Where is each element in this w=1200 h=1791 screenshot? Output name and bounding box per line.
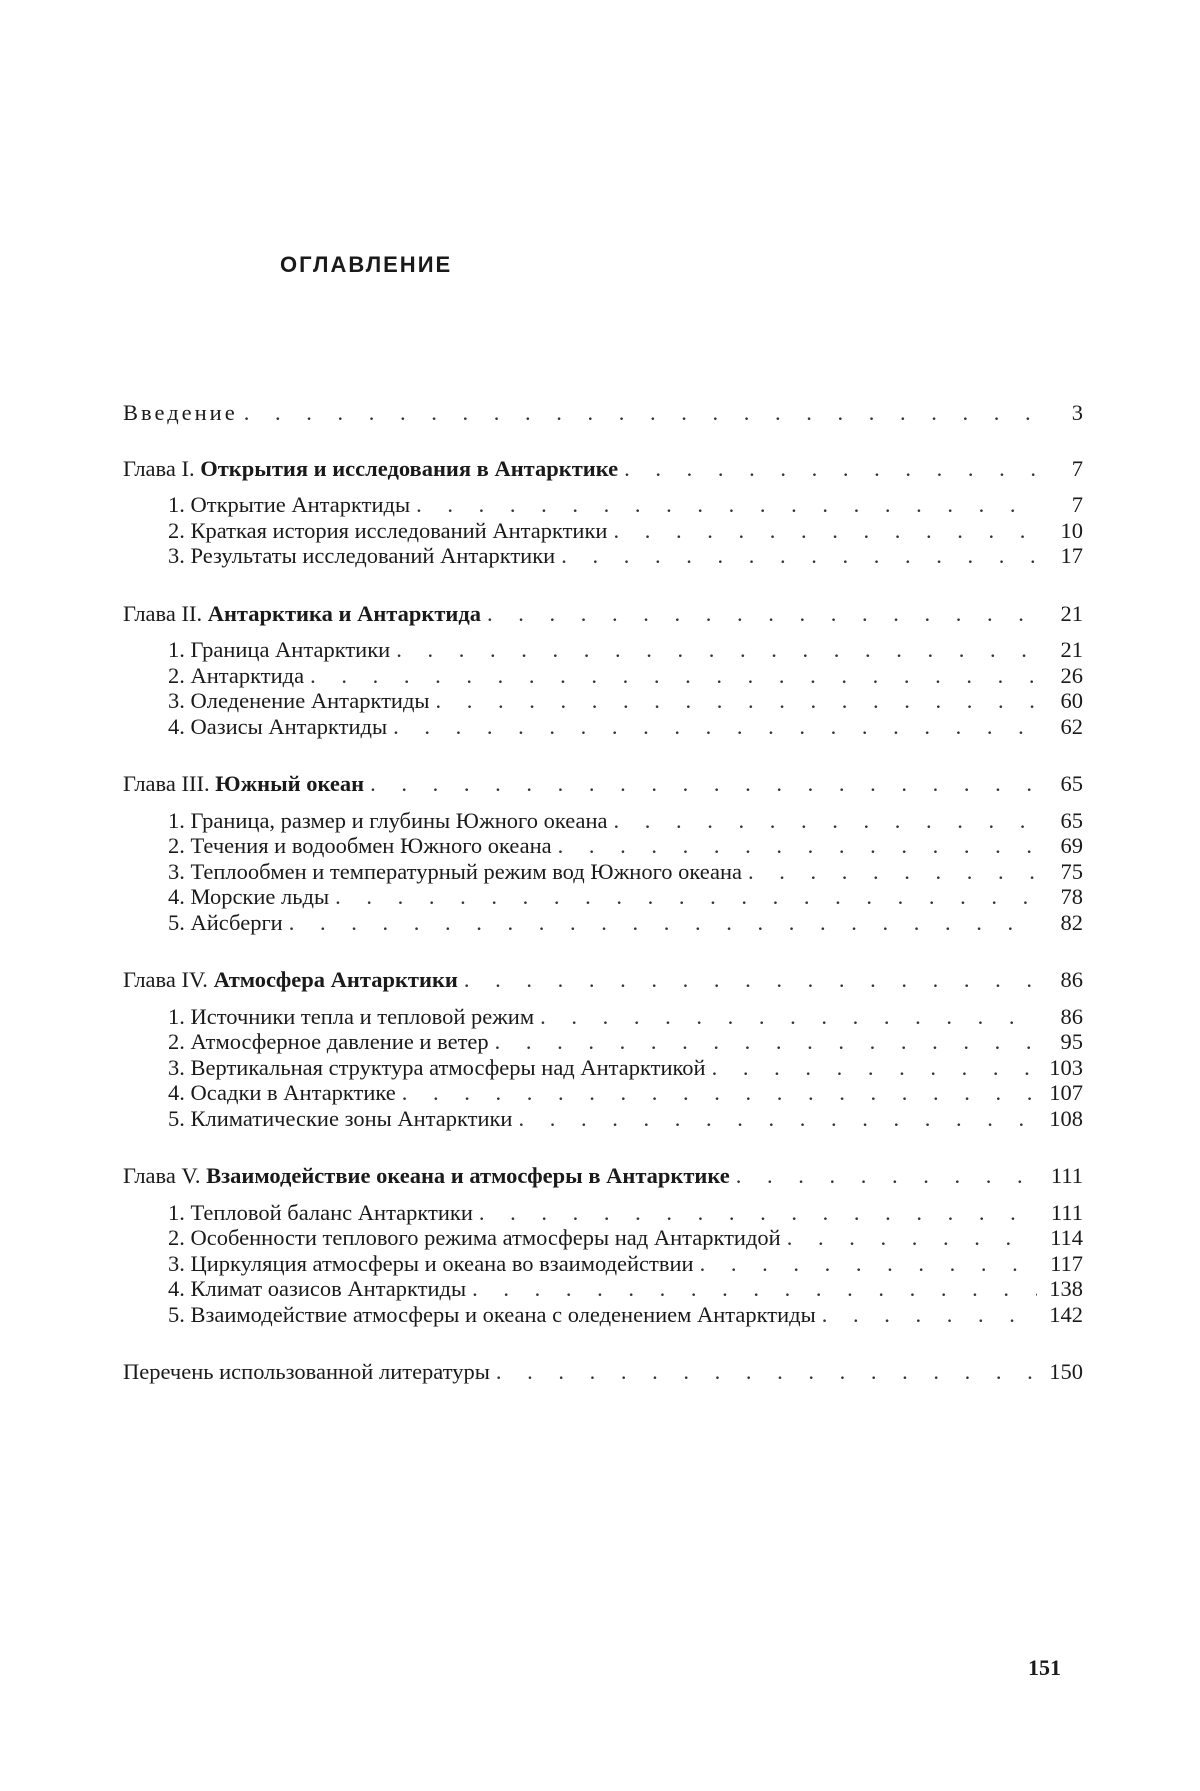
section-label: 4. Оазисы Антарктиды [168,714,387,740]
section-page: 138 [1043,1276,1083,1302]
section-page: 7 [1043,492,1083,518]
dot-leader [712,1055,1037,1081]
dot-leader [787,1225,1037,1251]
chapter-prefix: Глава III. [123,771,210,796]
chapter-heading[interactable] [123,1163,1083,1189]
toc-entry-intro[interactable] [123,400,1083,426]
section-entry[interactable] [123,637,1083,663]
section-page: 62 [1043,714,1083,740]
section-entry[interactable] [123,663,1083,689]
dot-leader [393,714,1037,740]
section-page: 107 [1043,1080,1083,1106]
chapter-heading[interactable] [123,601,1083,627]
chapter-heading[interactable] [123,967,1083,993]
section-page: 69 [1043,833,1083,859]
section-entry[interactable] [123,688,1083,714]
section-entry[interactable] [123,1251,1083,1277]
section-page: 117 [1043,1251,1083,1277]
section-label: 1. Источники тепла и тепловой режим [168,1004,534,1030]
section-entry[interactable] [123,1106,1083,1132]
dot-leader [396,637,1037,663]
page-number: 151 [1028,1655,1061,1681]
dot-leader [624,456,1037,482]
chapter-prefix: Глава IV. [123,967,208,992]
dot-leader [496,1359,1037,1385]
chapter-1 [123,456,1083,569]
chapter-4 [123,967,1083,1131]
toc-entry-label: Перечень использованной литературы [123,1359,490,1385]
section-label: 4. Климат оазисов Антарктиды [168,1276,466,1302]
chapter-prefix: Глава I. [123,456,195,481]
section-entry[interactable] [123,1225,1083,1251]
section-label: 2. Антарктида [168,663,304,689]
section-label: 5. Климатические зоны Антарктики [168,1106,512,1132]
chapter-title: Открытия и исследования в Антарктике [200,456,618,481]
chapter-5 [123,1163,1083,1327]
dot-leader [558,833,1037,859]
section-entry[interactable] [123,1029,1083,1055]
section-entry[interactable] [123,884,1083,910]
dot-leader [370,771,1037,797]
section-page: 114 [1043,1225,1083,1251]
section-page: 21 [1043,637,1083,663]
section-entry[interactable] [123,1004,1083,1030]
section-label: 5. Айсберги [168,910,283,936]
chapter-page: 111 [1043,1163,1083,1189]
section-page: 26 [1043,663,1083,689]
section-page: 78 [1043,884,1083,910]
dot-leader [416,492,1037,518]
dot-leader [335,884,1037,910]
section-label: 5. Взаимодействие атмосферы и океана с оледенением Антарктиды [168,1302,816,1328]
dot-leader [402,1080,1037,1106]
chapter-label [123,967,458,993]
toc-entry-page: 3 [1043,400,1083,426]
chapter-heading[interactable] [123,456,1083,482]
dot-leader [464,967,1037,993]
chapter-title: Взаимодействие океана и атмосферы в Антарктике [206,1163,730,1188]
dot-leader [289,910,1037,936]
section-page: 17 [1043,543,1083,569]
chapter-page: 21 [1043,601,1083,627]
dot-leader [822,1302,1037,1328]
section-label: 1. Открытие Антарктиды [168,492,410,518]
section-page: 75 [1043,859,1083,885]
toc-entry-page: 150 [1043,1359,1083,1385]
section-page: 10 [1043,518,1083,544]
section-page: 103 [1043,1055,1083,1081]
section-label: 2. Особенности теплового режима атмосферы над Антарктидой [168,1225,781,1251]
dot-leader [436,688,1037,714]
chapter-label [123,1163,730,1189]
section-label: 1. Граница, размер и глубины Южного океана [168,808,607,834]
section-page: 142 [1043,1302,1083,1328]
table-of-contents [123,400,1083,1385]
chapter-prefix: Глава II. [123,601,202,626]
toc-entry-bibliography[interactable] [123,1359,1083,1385]
dot-leader [518,1106,1037,1132]
toc-entry-label: Введение [123,400,238,426]
chapter-title: Южный океан [215,771,364,796]
section-entry[interactable] [123,808,1083,834]
section-label: 2. Атмосферное давление и ветер [168,1029,489,1055]
dot-leader [613,808,1037,834]
section-label: 3. Результаты исследований Антарктики [168,543,555,569]
section-page: 60 [1043,688,1083,714]
section-entry[interactable] [123,714,1083,740]
section-label: 3. Теплообмен и температурный режим вод Южного океана [168,859,742,885]
section-label: 1. Граница Антарктики [168,637,390,663]
chapter-label [123,601,481,627]
section-entry[interactable] [123,1080,1083,1106]
chapter-title: Атмосфера Антарктики [214,967,458,992]
section-label: 1. Тепловой баланс Антарктики [168,1200,473,1226]
section-entry[interactable] [123,543,1083,569]
chapter-title: Антарктика и Антарктида [208,601,481,626]
chapter-page: 86 [1043,967,1083,993]
section-label: 2. Течения и водообмен Южного океана [168,833,552,859]
dot-leader [244,400,1037,426]
dot-leader [700,1251,1037,1277]
section-entry[interactable] [123,1302,1083,1328]
section-entry[interactable] [123,518,1083,544]
section-entry[interactable] [123,1276,1083,1302]
section-page: 95 [1043,1029,1083,1055]
section-label: 3. Вертикальная структура атмосферы над Антарктикой [168,1055,706,1081]
chapter-page: 7 [1043,456,1083,482]
chapter-label [123,456,618,482]
dot-leader [561,543,1037,569]
chapter-page: 65 [1043,771,1083,797]
section-label: 4. Морские льды [168,884,329,910]
dot-leader [540,1004,1037,1030]
toc-title: ОГЛАВЛЕНИЕ [280,252,452,278]
chapter-label [123,771,364,797]
dot-leader [495,1029,1037,1055]
section-label: 3. Оледенение Антарктиды [168,688,430,714]
chapter-2 [123,601,1083,740]
section-page: 86 [1043,1004,1083,1030]
section-page: 65 [1043,808,1083,834]
section-page: 108 [1043,1106,1083,1132]
section-label: 4. Осадки в Антарктике [168,1080,396,1106]
section-label: 2. Краткая история исследований Антарктики [168,518,607,544]
chapter-3 [123,771,1083,935]
dot-leader [748,859,1037,885]
section-entry[interactable] [123,910,1083,936]
section-page: 82 [1043,910,1083,936]
chapter-heading[interactable] [123,771,1083,797]
dot-leader [479,1200,1037,1226]
chapter-prefix: Глава V. [123,1163,200,1188]
section-entry[interactable] [123,492,1083,518]
section-entry[interactable] [123,833,1083,859]
section-label: 3. Циркуляция атмосферы и океана во взаимодействии [168,1251,694,1277]
dot-leader [613,518,1037,544]
dot-leader [736,1163,1037,1189]
section-page: 111 [1043,1200,1083,1226]
section-entry[interactable] [123,1055,1083,1081]
dot-leader [487,601,1037,627]
section-entry[interactable] [123,859,1083,885]
section-entry[interactable] [123,1200,1083,1226]
dot-leader [472,1276,1037,1302]
dot-leader [310,663,1037,689]
